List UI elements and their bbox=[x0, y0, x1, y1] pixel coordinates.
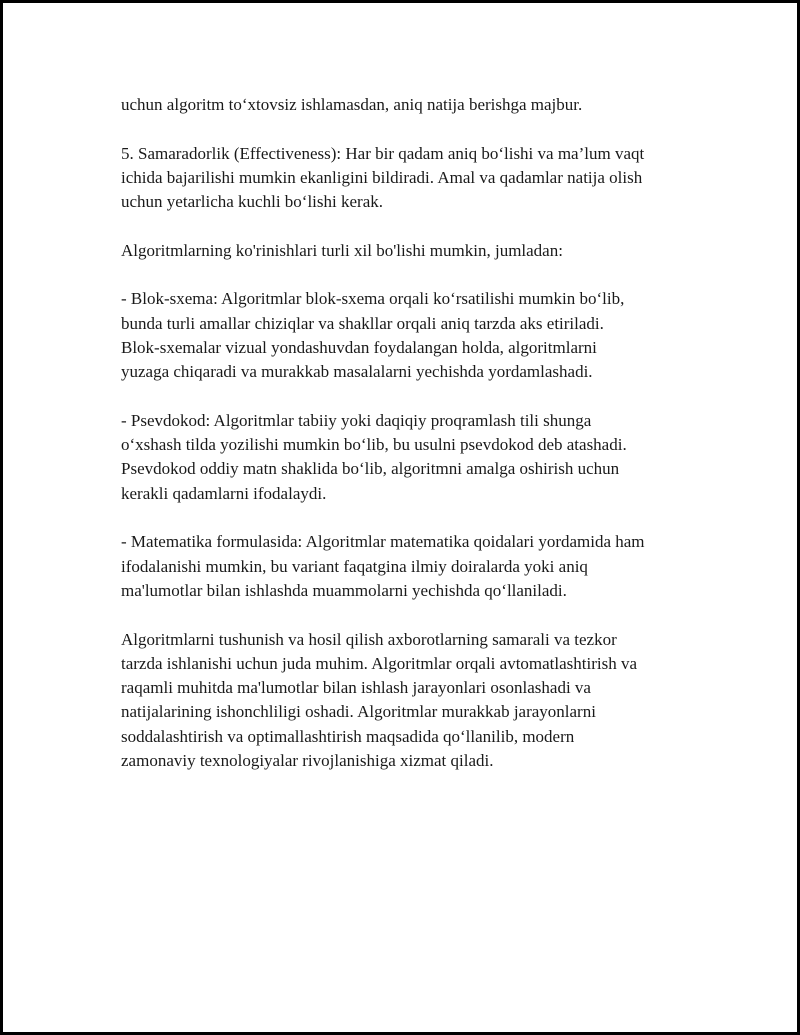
text-line: natijalarining ishonchliligi oshadi. Algoritmlar murakkab jarayonlarni bbox=[121, 702, 596, 722]
text-line: tarzda ishlanishi uchun juda muhim. Algoritmlar orqali avtomatlashtirish va bbox=[121, 653, 638, 673]
text-line: Algoritmlarning ko'rinishlari turli xil bo'lishi mumkin, jumladan: bbox=[121, 240, 563, 260]
text-line: o‘xshash tilda yozilishi mumkin bo‘lib, bu usulni psevdokod deb atashadi. bbox=[121, 435, 627, 455]
text-line: - Psevdokod: Algoritmlar tabiiy yoki daqiqiy proqramlash tili shunga bbox=[121, 410, 592, 430]
text-line: 5. Samaradorlik (Effectiveness): Har bir qadam aniq bo‘lishi va ma’lum vaqt bbox=[121, 143, 645, 163]
text-line: ichida bajarilishi mumkin ekanligini bildiradi. Amal va qadamlar natija olish bbox=[121, 167, 643, 187]
text-line: Algoritmlarni tushunish va hosil qilish axborotlarning samarali va tezkor bbox=[121, 629, 617, 649]
text-line: - Blok-sxema: Algoritmlar blok-sxema orqali ko‘rsatilishi mumkin bo‘lib, bbox=[121, 289, 625, 309]
text-line: yuzaga chiqaradi va murakkab masalalarni yechishda yordamlashadi. bbox=[121, 362, 593, 382]
text-line: uchun yetarlicha kuchli bo‘lishi kerak. bbox=[121, 192, 383, 212]
text-line: zamonaviy texnologiyalar rivojlanishiga xizmat qiladi. bbox=[121, 751, 494, 771]
paragraph-math-formula bbox=[121, 530, 711, 603]
text-line: ifodalanishi mumkin, bu variant faqatgina ilmiy doiralarda yoki aniq bbox=[121, 556, 588, 576]
paragraph-effectiveness bbox=[121, 142, 711, 215]
text-line: soddalashtirish va optimallashtirish maqsadida qo‘llanilib, modern bbox=[121, 726, 575, 746]
paragraph-continuation bbox=[121, 93, 711, 117]
text-line: raqamli muhitda ma'lumotlar bilan ishlash jarayonlari osonlashadi va bbox=[121, 678, 591, 698]
paragraph-flowchart bbox=[121, 287, 711, 384]
text-line: - Matematika formulasida: Algoritmlar matematika qoidalari yordamida ham bbox=[121, 532, 645, 552]
text-line: Psevdokod oddiy matn shaklida bo‘lib, algoritmni amalga oshirish uchun bbox=[121, 459, 620, 479]
paragraph-pseudocode bbox=[121, 409, 711, 506]
text-line: ma'lumotlar bilan ishlashda muammolarni yechishda qo‘llaniladi. bbox=[121, 580, 567, 600]
paragraph-forms-intro bbox=[121, 239, 711, 263]
document-body bbox=[121, 93, 711, 798]
text-line: bunda turli amallar chiziqlar va shakllar orqali aniq tarzda aks etiriladi. bbox=[121, 313, 604, 333]
paragraph-conclusion bbox=[121, 628, 711, 774]
text-line: kerakli qadamlarni ifodalaydi. bbox=[121, 483, 327, 503]
text-line: uchun algoritm to‘xtovsiz ishlamasdan, aniq natija berishga majbur. bbox=[121, 95, 583, 114]
text-line: Blok-sxemalar vizual yondashuvdan foydalangan holda, algoritmlarni bbox=[121, 337, 597, 357]
